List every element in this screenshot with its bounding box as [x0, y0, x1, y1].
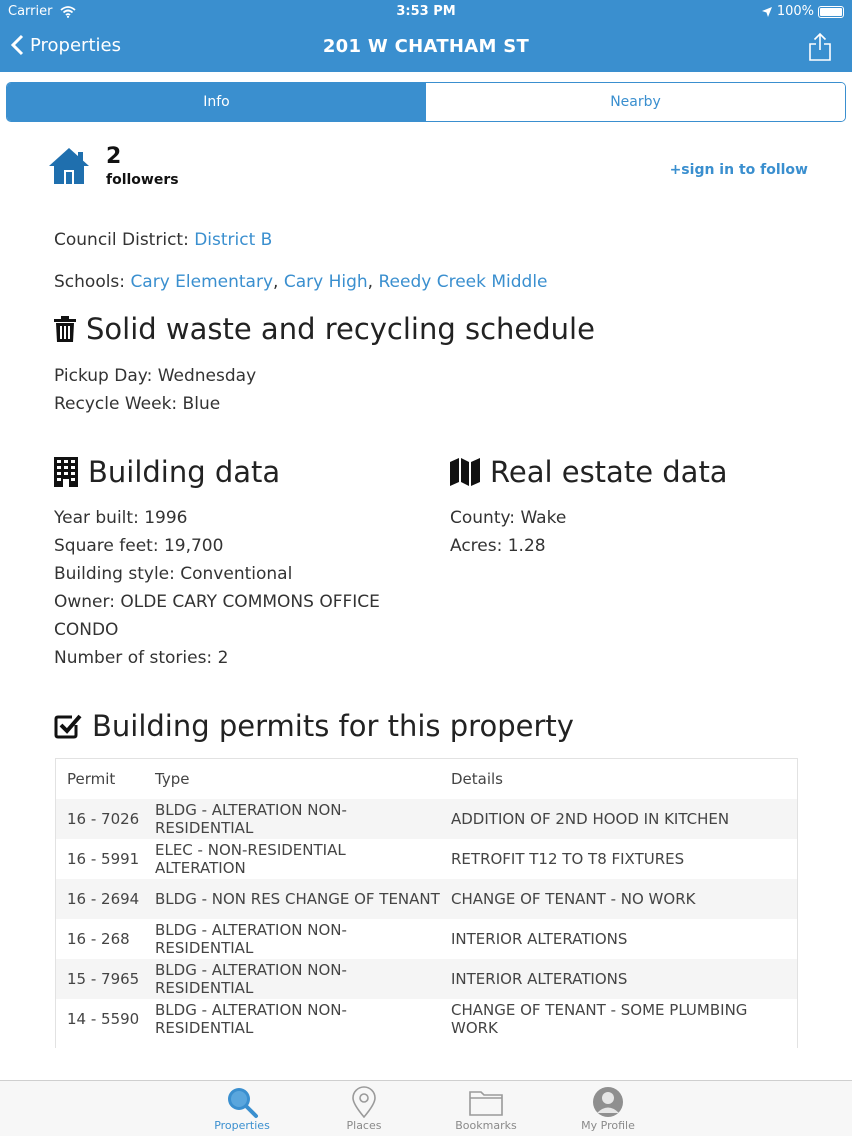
schools	[54, 272, 548, 292]
county: County: Wake	[450, 508, 567, 528]
table-row[interactable]	[56, 799, 797, 839]
follow-row	[48, 144, 808, 196]
followers-label: followers	[106, 172, 179, 188]
magnifier-icon	[225, 1085, 259, 1119]
building-icon	[54, 457, 78, 487]
status-time: 3:53 PM	[396, 4, 456, 19]
tab-info[interactable]: Info	[7, 83, 426, 121]
building-data	[54, 504, 380, 672]
tab-my-profile-label: My Profile	[581, 1119, 635, 1132]
sign-in-to-follow-link[interactable]: +sign in to follow	[669, 162, 808, 178]
table-row[interactable]	[56, 959, 797, 999]
column-header-details: Details	[451, 770, 504, 788]
tab-my-profile[interactable]	[558, 1085, 658, 1132]
permit-number: 14 - 5590	[67, 1010, 140, 1028]
building-heading	[54, 455, 280, 489]
table-body	[56, 799, 797, 1039]
schools-separator: ,	[273, 272, 284, 292]
permit-details: CHANGE OF TENANT - SOME PLUMBING WORK	[451, 1001, 748, 1037]
year-built: Year built: 1996	[54, 508, 188, 528]
table-header	[56, 759, 797, 799]
battery-status	[761, 4, 844, 19]
real-estate-heading-text: Real estate data	[490, 455, 728, 489]
real-estate-data	[450, 504, 566, 560]
map-pin-icon	[351, 1086, 377, 1118]
segmented-control	[6, 82, 846, 122]
table-row[interactable]	[56, 879, 797, 919]
column-header-type: Type	[155, 770, 190, 788]
permits-table	[55, 758, 798, 1048]
battery-icon	[818, 6, 844, 18]
permit-number: 16 - 5991	[67, 850, 140, 868]
follower-count: 2	[106, 144, 122, 169]
permit-details: INTERIOR ALTERATIONS	[451, 930, 628, 948]
permit-number: 16 - 7026	[67, 810, 140, 828]
page-title: 201 W CHATHAM ST	[322, 36, 530, 57]
school-link-elementary[interactable]: Cary Elementary	[130, 272, 274, 292]
tab-bookmarks-label: Bookmarks	[455, 1119, 517, 1132]
battery-percent: 100%	[776, 4, 814, 19]
tab-bookmarks[interactable]	[436, 1085, 536, 1132]
tab-properties[interactable]	[192, 1085, 292, 1132]
column-header-permit: Permit	[67, 770, 116, 788]
tab-bar	[0, 1080, 852, 1136]
property-info-panel	[0, 122, 852, 1080]
owner: Owner: OLDE CARY COMMONS OFFICE	[54, 592, 380, 612]
school-link-high[interactable]: Cary High	[283, 272, 368, 292]
permit-type: BLDG - ALTERATION NON-RESIDENTIAL	[155, 801, 347, 837]
permit-type: ELEC - NON-RESIDENTIAL ALTERATION	[155, 841, 346, 877]
building-style: Building style: Conventional	[54, 564, 293, 584]
tab-places[interactable]	[314, 1085, 414, 1132]
status-bar	[0, 0, 852, 24]
acres: Acres: 1.28	[450, 536, 546, 556]
building-heading-text: Building data	[88, 455, 281, 489]
profile-icon	[592, 1086, 624, 1118]
share-icon[interactable]	[808, 32, 832, 62]
carrier-text: Carrier	[8, 4, 53, 19]
table-row[interactable]	[56, 919, 797, 959]
table-row[interactable]	[56, 839, 797, 879]
real-estate-heading	[450, 455, 728, 489]
waste-heading	[54, 312, 595, 346]
square-feet: Square feet: 19,700	[54, 536, 224, 556]
permit-number: 16 - 2694	[67, 890, 140, 908]
permit-details: RETROFIT T12 TO T8 FIXTURES	[451, 850, 685, 868]
permits-heading	[54, 709, 574, 743]
folder-icon	[469, 1088, 503, 1116]
table-row[interactable]	[56, 999, 797, 1039]
school-link-middle[interactable]: Reedy Creek Middle	[378, 272, 548, 292]
checkbox-icon	[54, 713, 82, 739]
tab-properties-label: Properties	[214, 1119, 270, 1132]
permit-details: INTERIOR ALTERATIONS	[451, 970, 628, 988]
map-icon	[450, 458, 480, 486]
permit-details: ADDITION OF 2ND HOOD IN KITCHEN	[451, 810, 730, 828]
waste-heading-text: Solid waste and recycling schedule	[86, 312, 595, 346]
owner-continued: CONDO	[54, 620, 119, 640]
permit-type: BLDG - ALTERATION NON-RESIDENTIAL	[155, 961, 347, 997]
house-icon	[48, 146, 90, 186]
recycle-week: Recycle Week: Blue	[54, 394, 221, 414]
tab-nearby[interactable]: Nearby	[426, 83, 845, 121]
trash-icon	[54, 316, 76, 342]
council-district-link[interactable]: District B	[194, 230, 273, 250]
nav-bar	[0, 24, 852, 72]
number-of-stories: Number of stories: 2	[54, 648, 229, 668]
pickup-day: Pickup Day: Wednesday	[54, 366, 257, 386]
permit-type: BLDG - NON RES CHANGE OF TENANT	[155, 890, 440, 908]
permits-heading-text: Building permits for this property	[92, 709, 574, 743]
permit-type: BLDG - ALTERATION NON-RESIDENTIAL	[155, 921, 347, 957]
top-bar	[0, 0, 852, 72]
schools-label: Schools:	[54, 272, 131, 292]
permit-details: CHANGE OF TENANT - NO WORK	[451, 890, 696, 908]
waste-schedule	[54, 362, 256, 418]
permit-number: 16 - 268	[67, 930, 130, 948]
council-district	[54, 230, 272, 250]
back-label: Properties	[30, 34, 121, 56]
schools-separator: ,	[367, 272, 379, 292]
tab-places-label: Places	[346, 1119, 382, 1132]
council-label: Council District:	[54, 230, 195, 250]
permit-type: BLDG - ALTERATION NON-RESIDENTIAL	[155, 1001, 347, 1037]
location-arrow-icon	[761, 6, 773, 18]
permit-number: 15 - 7965	[67, 970, 140, 988]
